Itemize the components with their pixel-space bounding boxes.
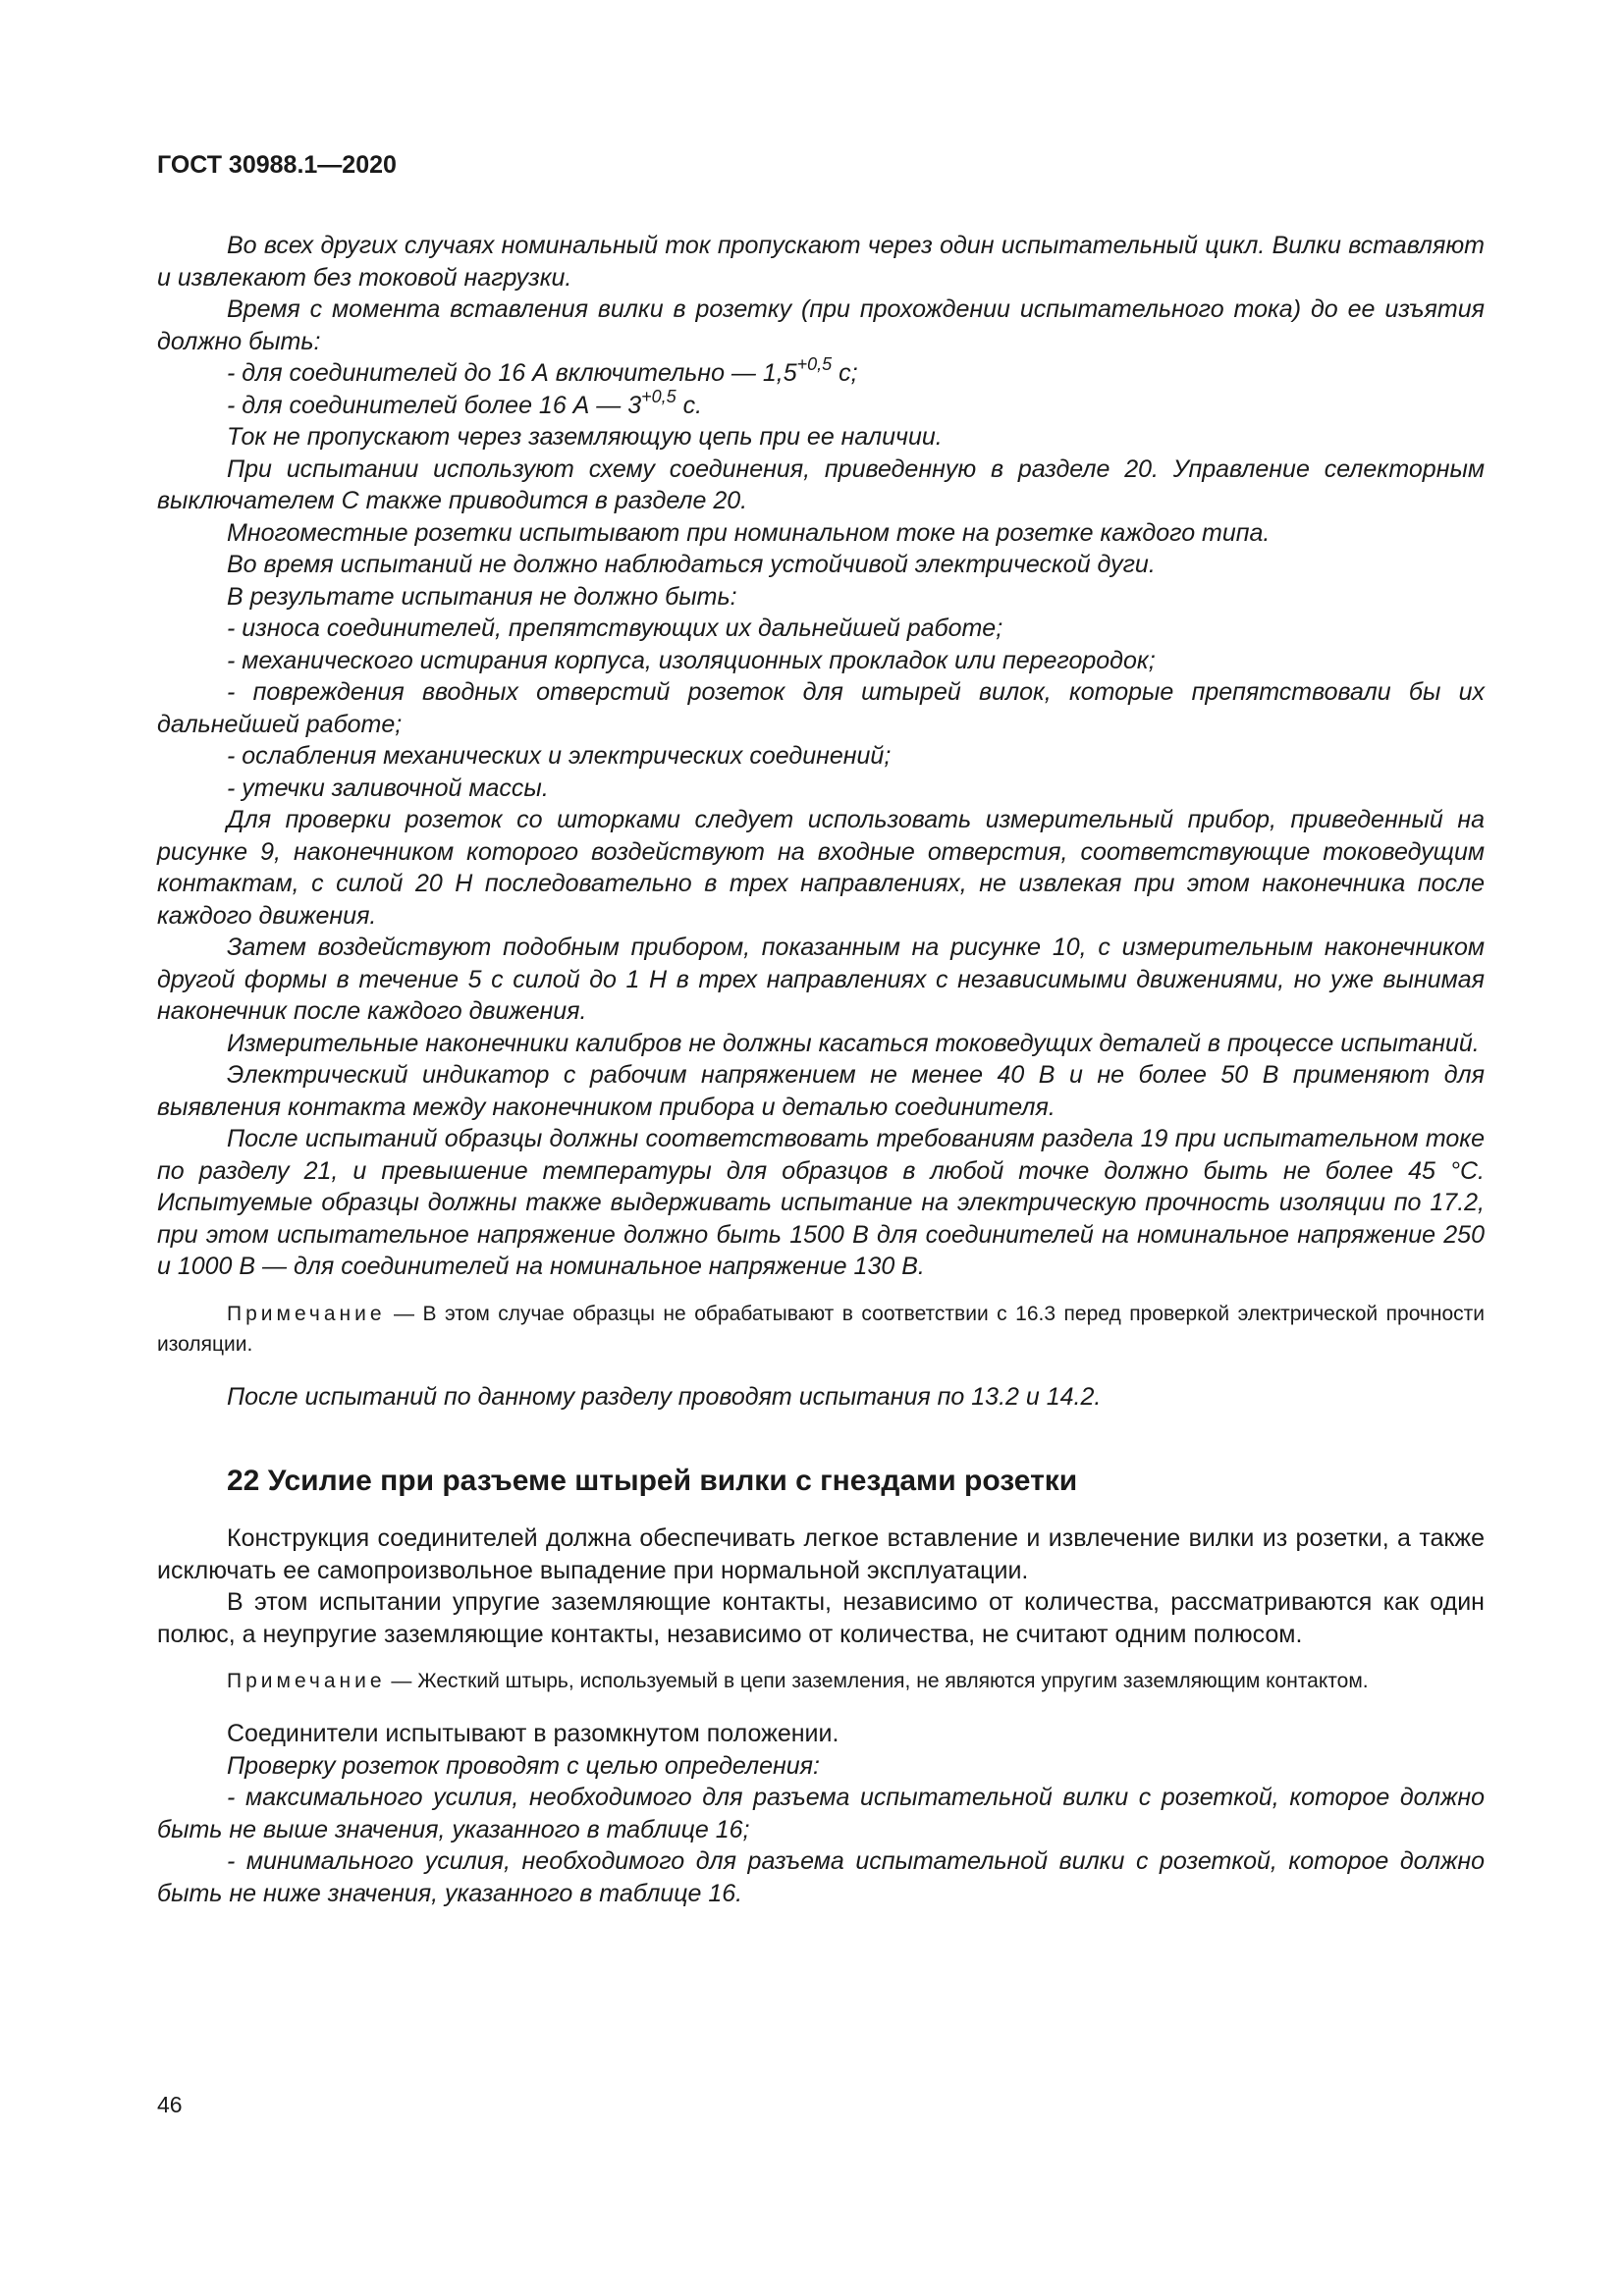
list-item: - утечки заливочной массы.: [227, 774, 549, 802]
paragraph: Проверку розеток проводят с целью определения:: [227, 1751, 820, 1780]
item-unit: с;: [832, 359, 858, 387]
list-item: - механического истирания корпуса, изоляционных прокладок или перегородок;: [227, 646, 1156, 674]
list-item: - ослабления механических и электрических соединений;: [227, 742, 892, 770]
note: [157, 1299, 1485, 1360]
paragraph: В результате испытания не должно быть:: [227, 582, 737, 611]
paragraph: В этом испытании упругие заземляющие контакты, независимо от количества, рассматриваются как один полюс, а неупругие заземляющие контакты, независимо от количества, не считают одним полюсом.: [157, 1588, 1485, 1648]
note-label: Примечание: [227, 1670, 386, 1692]
tolerance-superscript: +0,5: [641, 386, 677, 406]
list-item: [157, 386, 1485, 422]
note-label: Примечание: [227, 1302, 386, 1325]
note-text: — В этом случае образцы не обрабатывают в соответствии с 16.3 перед проверкой электрической прочности изоляции.: [157, 1302, 1485, 1356]
note-text: — Жесткий штырь, используемый в цепи заземления, не являются упругим заземляющим контактом.: [385, 1670, 1369, 1692]
list-item: - повреждения вводных отверстий розеток для штырей вилок, которые препятствовали бы их дальнейшей работе;: [157, 678, 1485, 738]
list-item: - износа соединителей, препятствующих их дальнейшей работе;: [227, 614, 1003, 642]
paragraph: После испытаний по данному разделу проводят испытания по 13.2 и 14.2.: [227, 1382, 1102, 1411]
tolerance-superscript: +0,5: [796, 354, 833, 374]
paragraph: Во время испытаний не должно наблюдаться устойчивой электрической дуги.: [227, 551, 1156, 578]
paragraph: Ток не пропускают через заземляющую цепь при ее наличии.: [227, 423, 943, 451]
paragraph: Измерительные наконечники калибров не должны касаться токоведущих деталей в процессе испытаний.: [227, 1029, 1480, 1057]
list-item: - максимального усилия, необходимого для разъема испытательной вилки с розеткой, которое должно быть не выше значения, указанного в таблице 16;: [157, 1784, 1485, 1843]
page-number: 46: [157, 2092, 183, 2117]
paragraph: Время с момента вставления вилки в розетку (при прохождении испытательного тока) до ее изъятия должно быть:: [157, 295, 1485, 355]
list-item: [157, 354, 1485, 390]
note: [157, 1666, 1485, 1696]
paragraph: После испытаний образцы должны соответствовать требованиям раздела 19 при испытательном токе по разделу 21, и превышение температуры для образцов в любой точке должно быть не более 45 °С. Испытуемые образцы должны также выдерживать испытание на электрическую прочность изоляции по 17.2, при этом испытательное напряжение должно быть 1500 В для соединителей на номинальное напряжение 250 и 1000 В — для соединителей на номинальное напряжение 130 В.: [157, 1125, 1485, 1280]
item-text: - для соединителей до 16 А включительно — 1,5: [227, 359, 797, 387]
paragraph: Конструкция соединителей должна обеспечивать легкое вставление и извлечение вилки из розетки, а также исключать ее самопроизвольное выпадение при нормальной эксплуатации.: [157, 1524, 1485, 1584]
paragraph: Для проверки розеток со шторками следует использовать измерительный прибор, приведенный на рисунке 9, наконечником которого воздействуют на входные отверстия, соответствующие токоведущим контактам, с силой 20 Н последовательно в трех направлениях, не извлекая при этом наконечника после каждого движения.: [157, 806, 1485, 930]
list-item: - минимального усилия, необходимого для разъема испытательной вилки с розеткой, которое должно быть не ниже значения, указанного в таблице 16.: [157, 1847, 1485, 1907]
document-header: ГОСТ 30988.1—2020: [157, 151, 397, 179]
paragraph: Во всех других случаях номинальный ток пропускают через один испытательный цикл. Вилки вставляют и извлекают без токовой нагрузки.: [157, 232, 1485, 292]
paragraph: Затем воздействуют подобным прибором, показанным на рисунке 10, с измерительным наконечником другой формы в течение 5 с силой до 1 Н в трех направлениях с независимыми движениями, но уже вынимая наконечник после каждого движения.: [157, 934, 1485, 1025]
item-unit: с.: [676, 391, 703, 419]
paragraph: При испытании используют схему соединения, приведенную в разделе 20. Управление селекторным выключателем С также приводится в разделе 20.: [157, 454, 1485, 514]
document-body: [157, 230, 1485, 1909]
paragraph: Многоместные розетки испытывают при номинальном токе на розетке каждого типа.: [227, 518, 1271, 547]
paragraph: Соединители испытывают в разомкнутом положении.: [227, 1720, 839, 1747]
section-heading: 22 Усилие при разъеме штырей вилки с гнездами розетки: [227, 1465, 1078, 1497]
paragraph: Электрический индикатор с рабочим напряжением не менее 40 В и не более 50 В применяют для выявления контакта между наконечником прибора и деталью соединителя.: [157, 1061, 1485, 1121]
item-text: - для соединителей более 16 А — 3: [227, 391, 642, 419]
